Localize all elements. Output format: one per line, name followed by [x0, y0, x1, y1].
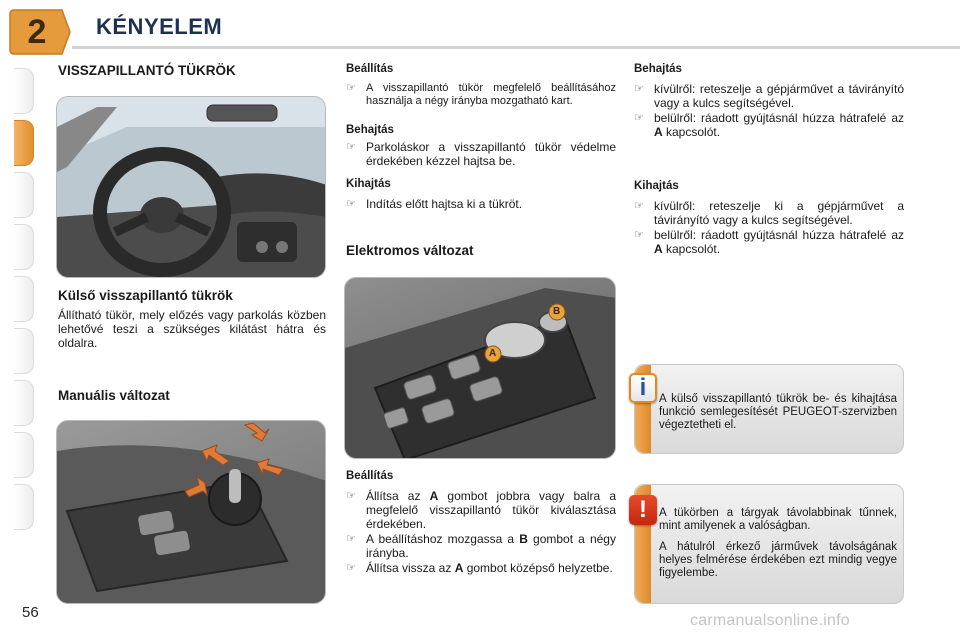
fold-item: ☞ Parkoláskor a visszapillantó tükör védelme érdekében kézzel hajtsa be. — [346, 140, 616, 168]
adjust2-item: ☞ Állítsa vissza az A gombot középső helyzetbe. — [346, 561, 613, 575]
chapter-tab[interactable] — [14, 484, 34, 530]
electric-version-title: Elektromos változat — [346, 243, 474, 258]
chapter-tab[interactable] — [14, 276, 34, 322]
external-mirrors-title: Külső visszapillantó tükrök — [58, 288, 233, 303]
adjust2-title: Beállítás — [346, 470, 394, 482]
right-fold-item: ☞ kívülről: reteszelje a gépjárművet a távirányító vagy a kulcs segítségével. — [634, 82, 904, 110]
page-title: KÉNYELEM — [96, 14, 223, 39]
chapter-tab-active[interactable] — [14, 120, 34, 166]
warning-box-text-1: A tükörben a tárgyak távolabbinak tűnnek, mint amilyenek a valóságban. — [659, 507, 897, 532]
right-fold-item: ☞ belülről: ráadott gyújtásnál húzza hátrafelé az A kapcsolót. — [634, 111, 904, 139]
fold-title: Behajtás — [346, 124, 394, 136]
bullet-pointer-icon: ☞ — [346, 82, 356, 94]
unfold-title: Kihajtás — [346, 178, 391, 190]
warning-icon: ! — [629, 495, 657, 525]
manual-version-title: Manuális változat — [58, 388, 170, 403]
bullet-pointer-icon: ☞ — [634, 112, 644, 124]
bullet-pointer-icon: ☞ — [634, 83, 644, 95]
chapter-number: 2 — [27, 12, 47, 51]
info-icon: i — [629, 373, 657, 403]
info-box-text: A külső visszapillantó tükrök be- és kihajtása funkció semlegesítését PEUGEOT-szervizben végeztetheti el. — [659, 393, 897, 431]
warning-box-text-2: A hátulról érkező járművek távolságának helyes felmérése érdekében ezt mindig vegye figyelembe. — [659, 541, 897, 579]
warning-box — [634, 484, 904, 604]
header-divider — [72, 46, 960, 49]
adjust2-item: ☞ A beállításhoz mozgassa a B gombot a négy irányba. — [346, 532, 616, 560]
bullet-pointer-icon: ☞ — [634, 229, 644, 241]
bullet-pointer-icon: ☞ — [346, 198, 356, 210]
right-unfold-item: ☞ belülről: ráadott gyújtásnál húzza hátrafelé az A kapcsolót. — [634, 228, 904, 256]
chapter-tab[interactable] — [14, 432, 34, 478]
chapter-tab[interactable] — [14, 68, 34, 114]
main-section-title: VISSZAPILLANTÓ TÜKRÖK — [58, 63, 236, 78]
right-unfold-title: Kihajtás — [634, 180, 679, 192]
unfold-item: ☞ Indítás előtt hajtsa ki a tükröt. — [346, 197, 523, 211]
car-interior-photo — [56, 96, 326, 278]
chapter-tab[interactable] — [14, 328, 34, 374]
manual-mirror-control-photo — [56, 420, 326, 604]
bullet-pointer-icon: ☞ — [634, 200, 644, 212]
bullet-pointer-icon: ☞ — [346, 141, 356, 153]
adjust2-item: ☞ Állítsa az A gombot jobbra vagy balra a megfelelő visszapillantó tükör kiválasztása érdekében. — [346, 489, 616, 531]
right-fold-title: Behajtás — [634, 63, 682, 75]
watermark: carmanualsonline.info — [690, 612, 850, 629]
bullet-pointer-icon: ☞ — [346, 533, 356, 545]
external-mirrors-description: Állítható tükör, mely előzés vagy parkolás közben lehetővé teszi a szükséges kilátást hátra és oldalra. — [58, 308, 326, 350]
chapter-tab[interactable] — [14, 380, 34, 426]
electric-mirror-control-photo — [344, 277, 616, 459]
info-box — [634, 364, 904, 454]
bullet-pointer-icon: ☞ — [346, 490, 356, 502]
adjust-item: ☞ A visszapillantó tükör megfelelő beállításához használja a négy irányba mozgatható kart. — [346, 82, 616, 107]
bullet-pointer-icon: ☞ — [346, 562, 356, 574]
adjust-title: Beállítás — [346, 63, 394, 75]
chapter-tabs — [14, 68, 34, 536]
chapter-tab[interactable] — [14, 172, 34, 218]
right-unfold-item: ☞ kívülről: reteszelje ki a gépjárművet a távirányító vagy a kulcs segítségével. — [634, 199, 904, 227]
page-number: 56 — [22, 604, 39, 621]
chapter-tab[interactable] — [14, 224, 34, 270]
control-label-a: A — [489, 348, 497, 359]
control-label-b: B — [553, 306, 561, 317]
